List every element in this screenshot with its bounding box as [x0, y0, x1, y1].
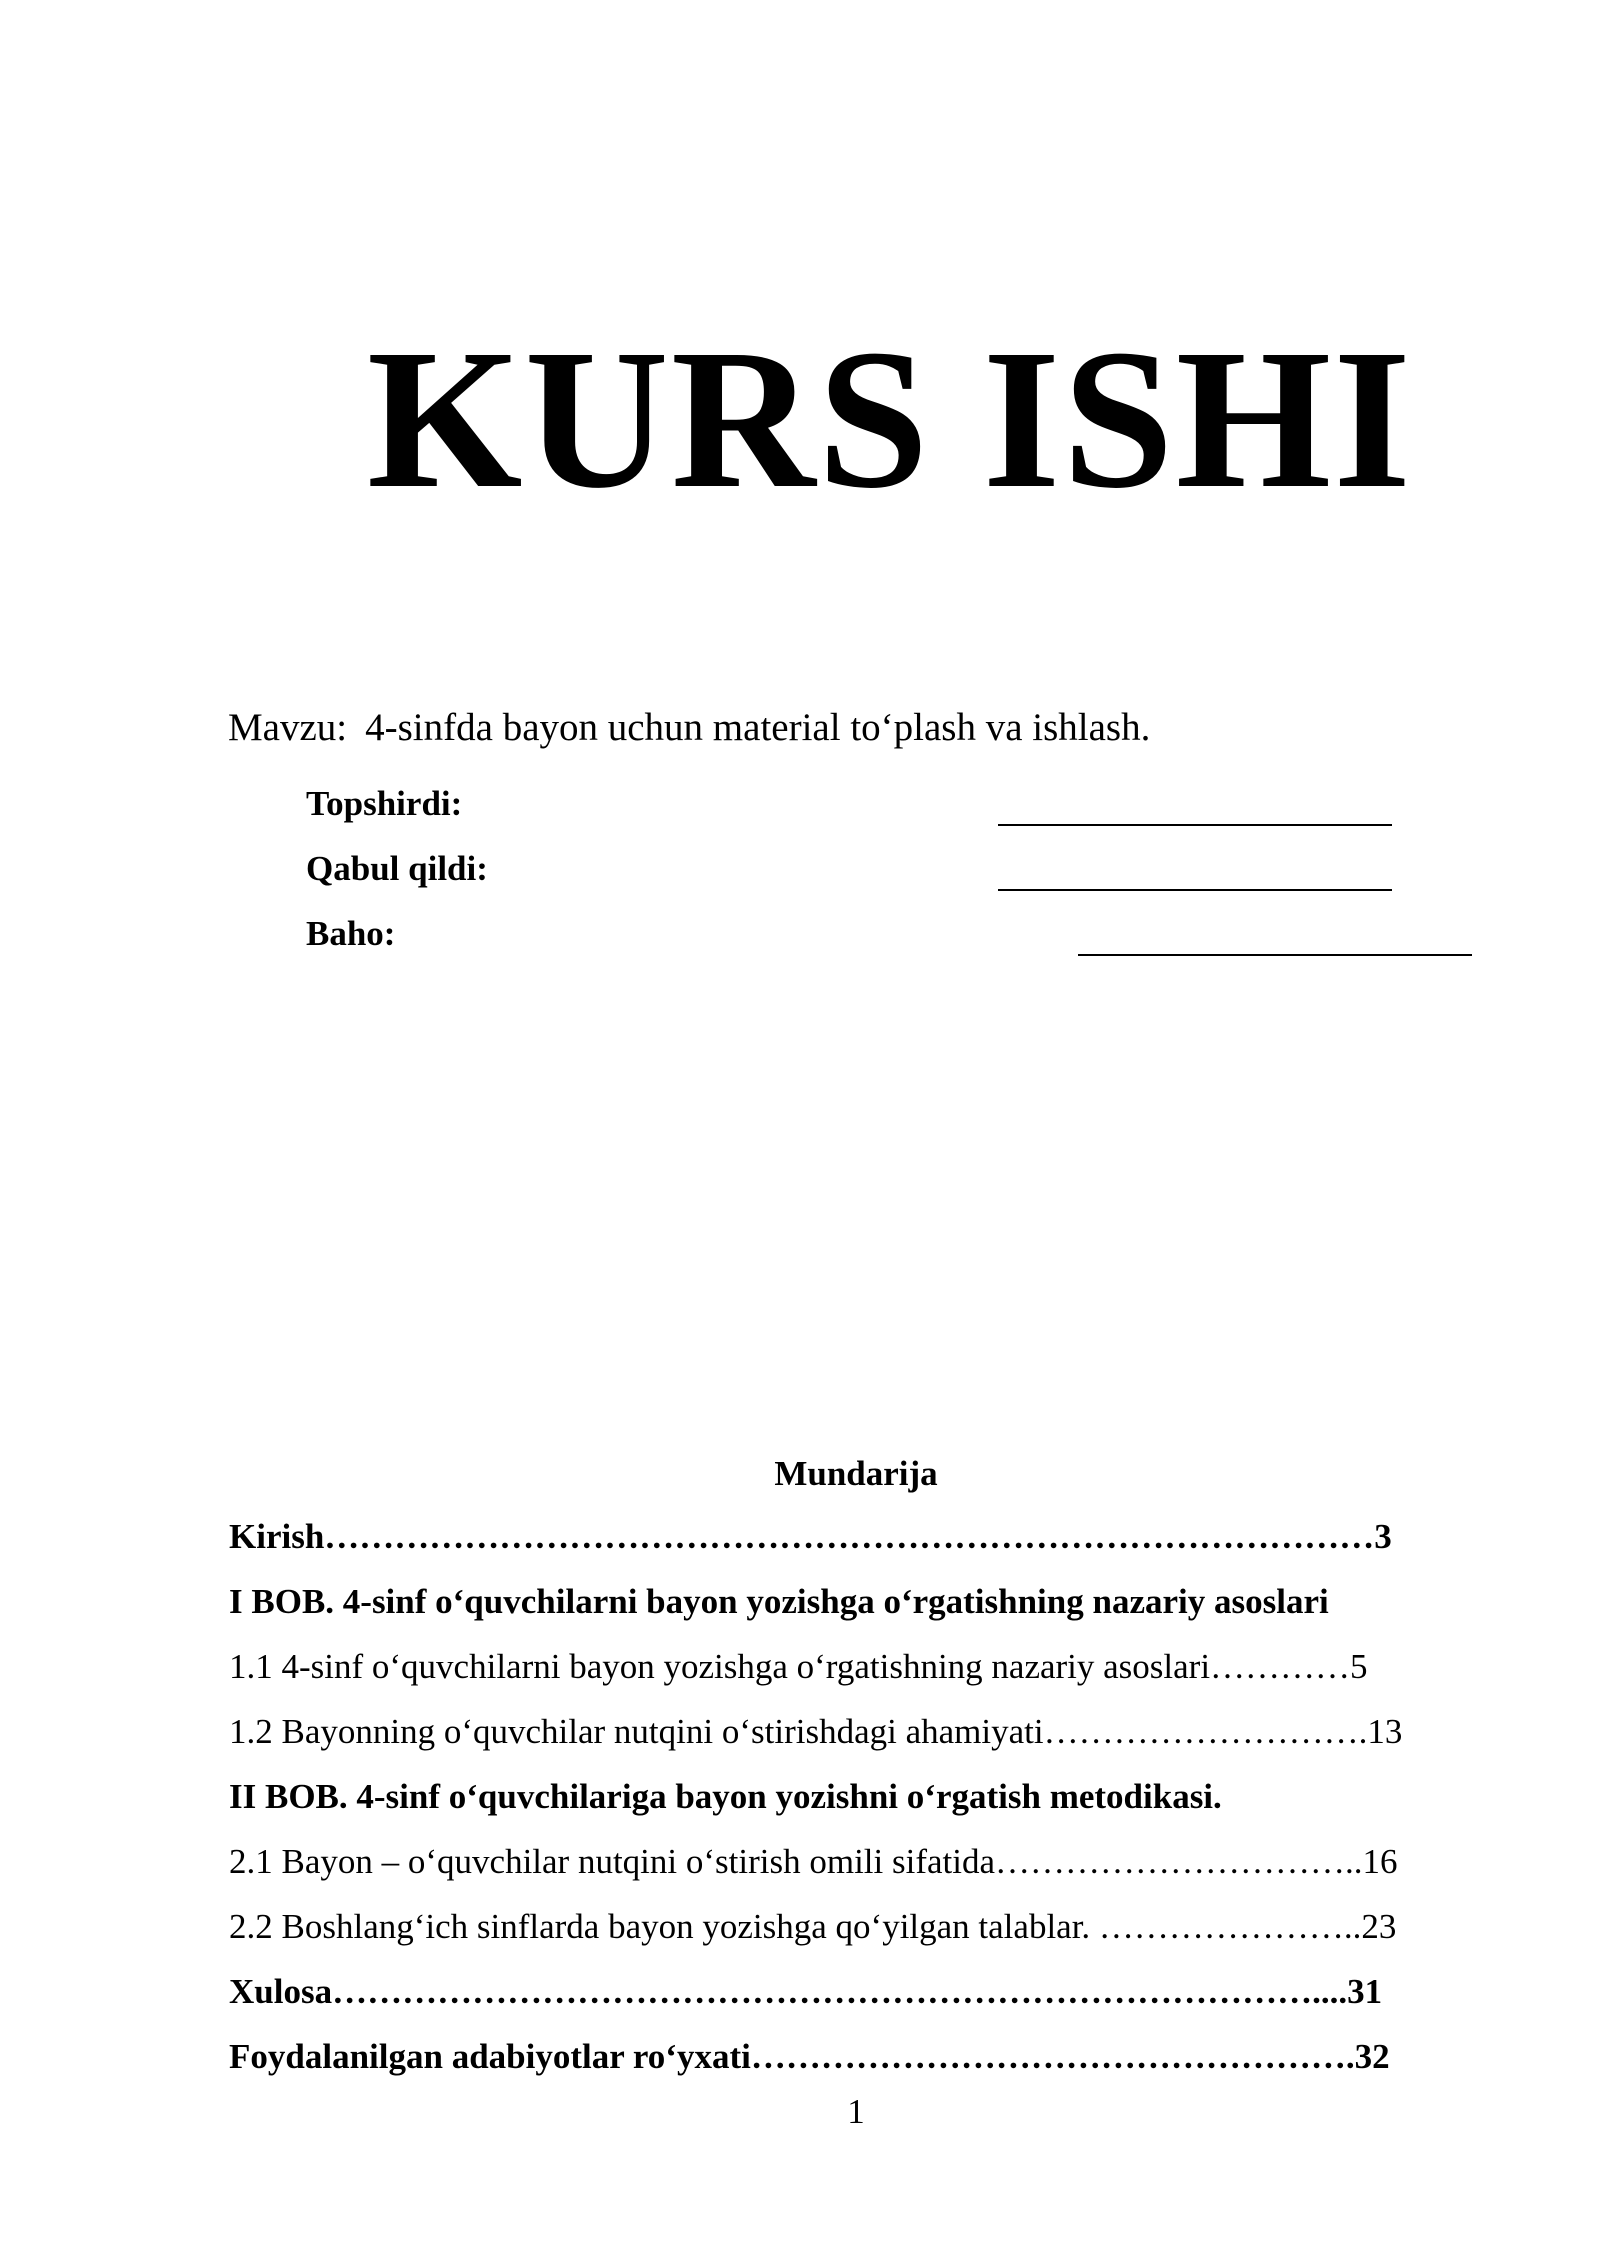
toc-item-section-1-2: 1.2 Bayonning o‘quvchilar nutqini o‘stirishdagi ahamiyati……………………….13	[229, 1712, 1403, 1751]
toc-item-section-2-2: 2.2 Boshlang‘ich sinflarda bayon yozishga qo‘yilgan talablar. …………………..23	[229, 1907, 1397, 1946]
page-title: KURS ISHI	[366, 309, 1414, 530]
toc-heading: Mundarija	[774, 1454, 938, 1493]
toc-item-kirish: Kirish………………………………………………………………………………3	[229, 1517, 1392, 1556]
field-label-qabul-qildi: Qabul qildi:	[306, 849, 488, 888]
toc-item-bibliography: Foydalanilgan adabiyotlar ro‘yxati…………………………………………….32	[229, 2037, 1390, 2076]
toc-item-section-1-1: 1.1 4-sinf o‘quvchilarni bayon yozishga o‘rgatishning nazariy asoslari…………5	[229, 1647, 1368, 1686]
field-label-topshirdi: Topshirdi:	[306, 784, 463, 823]
toc-item-chapter-2: II BOB. 4-sinf o‘quvchilariga bayon yozishni o‘rgatish metodikasi.	[229, 1777, 1222, 1816]
signature-line-qabul-qildi	[998, 889, 1392, 891]
signature-line-topshirdi	[998, 824, 1392, 826]
toc-item-chapter-1: I BOB. 4-sinf o‘quvchilarni bayon yozishga o‘rgatishning nazariy asoslari	[229, 1582, 1329, 1621]
topic-label: Mavzu:	[228, 706, 348, 749]
signature-line-baho	[1078, 954, 1472, 956]
page-number: 1	[847, 2092, 865, 2131]
toc-item-section-2-1: 2.1 Bayon – o‘quvchilar nutqini o‘stirish omili sifatida…………………………..16	[229, 1842, 1398, 1881]
field-label-baho: Baho:	[306, 914, 396, 953]
topic-line	[228, 704, 1150, 752]
topic-value: 4-sinfda bayon uchun material to‘plash va ishlash.	[365, 706, 1151, 749]
toc-item-xulosa: Xulosa…………………………………………………………………………....31	[229, 1972, 1383, 2011]
